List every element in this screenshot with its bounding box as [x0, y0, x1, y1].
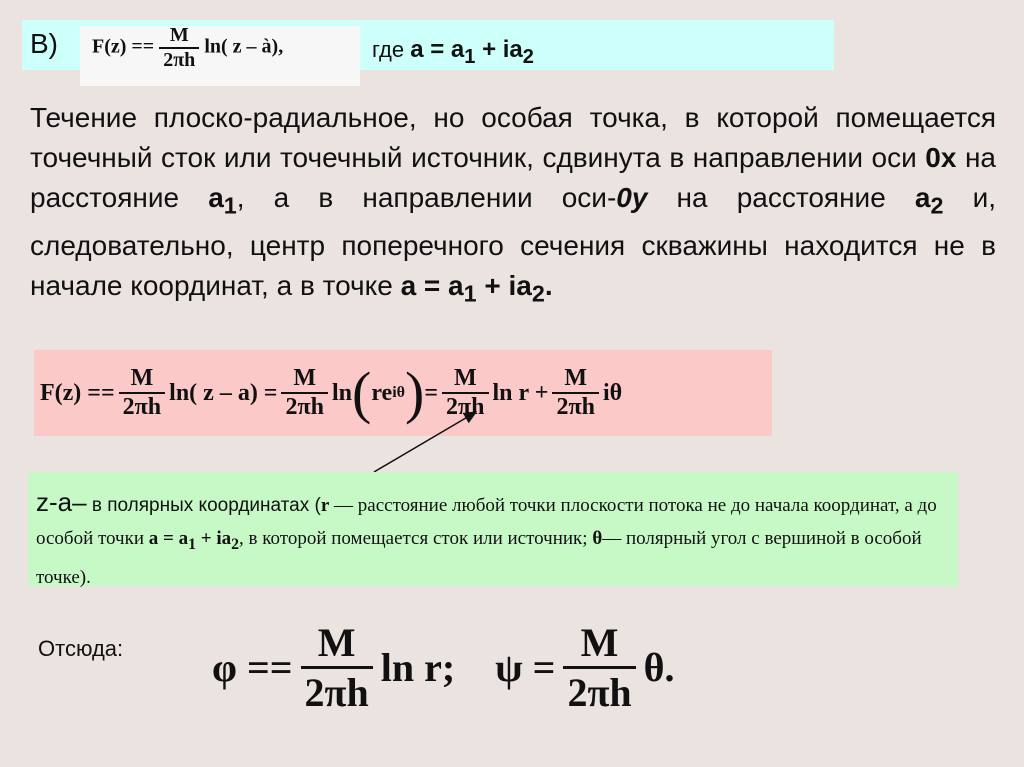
note-theta: θ [592, 528, 603, 549]
main-eq-den-4: 2πh [552, 392, 599, 421]
para-eq-plus: + ia [476, 269, 532, 301]
header-where-plus: + ia [475, 36, 523, 63]
note-r: r [320, 495, 330, 516]
para-oy: 0y [616, 182, 648, 213]
para-text-5: и, следовательно, центр поперечного сечения скважины находится не в начале координат, а в точке [30, 182, 997, 301]
phi-numerator: M [317, 619, 356, 665]
note-text-2: — расстояние любой точки плоскости потока не до начала координат, а до особой точки [36, 495, 937, 549]
para-a1-sub: 1 [223, 192, 237, 219]
main-eq-num-2: M [293, 365, 317, 391]
main-eq-lhs: F(z) == [40, 379, 115, 406]
phi-fraction [301, 619, 373, 716]
para-eq-end: . [544, 269, 553, 301]
para-eq-sub1: 1 [463, 280, 477, 307]
main-eq-ln: ln [331, 379, 352, 406]
phi-lhs: φ == [212, 644, 293, 690]
phi-denominator: 2πh [301, 666, 373, 716]
description-paragraph [30, 98, 996, 313]
main-eq-part-1: ln( z – a) = [169, 379, 278, 406]
main-eq-den-3: 2πh [442, 392, 489, 421]
header-eq-denominator: 2πh [159, 47, 199, 72]
para-eq-a: a = a [400, 269, 464, 301]
header-eq-fraction [159, 24, 199, 72]
main-eq-fraction-4 [552, 365, 599, 421]
psi-lhs: ψ = [495, 644, 556, 690]
main-eq-num-3: M [453, 365, 477, 391]
psi-denominator: 2πh [563, 666, 635, 716]
para-text-2: на расстояние [30, 142, 996, 213]
main-eq-re: re [371, 379, 393, 406]
para-text-3: , а в направлении оси- [236, 182, 617, 213]
note-a-plus: + ia [196, 528, 232, 549]
main-eq-ln-r: ln r + [492, 379, 549, 406]
note-text [36, 486, 942, 594]
para-a2: a [914, 182, 931, 213]
note-text-1: в полярных координатах ( [86, 495, 321, 516]
main-eq-den-1: 2πh [119, 392, 166, 421]
main-eq-fraction-1 [119, 365, 166, 421]
main-eq-fraction-2 [281, 365, 328, 421]
header-where-a: a = a [410, 36, 465, 63]
para-text-1: Течение плоско-радиальное, но особая точка, в которой помещается точечный сток или точечный источник, сдвинута в направлении оси [30, 102, 996, 173]
main-eq-itheta: iθ [602, 379, 623, 406]
left-paren: ( [352, 360, 372, 425]
note-za: z-a– [36, 487, 87, 517]
phi-rhs: ln r; [380, 644, 456, 690]
header-eq-rhs: ln( z – à), [204, 35, 284, 58]
para-eq-sub2: 2 [531, 280, 545, 307]
main-eq-exp: iθ [392, 384, 405, 401]
pointer-arrow [360, 400, 500, 480]
note-a-sub1: 1 [188, 535, 197, 553]
psi-fraction [563, 619, 635, 716]
main-eq-equals: = [424, 379, 439, 406]
header-where-word: где [372, 37, 405, 62]
main-eq-num-4: M [564, 365, 588, 391]
header-where [372, 36, 534, 69]
main-equation [40, 356, 622, 430]
result-equations [212, 612, 675, 722]
case-label: В) [30, 28, 58, 59]
note-a: a = a [148, 528, 189, 549]
para-text-4: на расстояние [647, 182, 915, 213]
right-paren: ) [405, 360, 425, 425]
main-eq-den-2: 2πh [281, 392, 328, 421]
psi-rhs: θ. [643, 644, 675, 690]
psi-numerator: M [580, 619, 619, 665]
note-text-3: , в которой помещается сток или источник; [239, 528, 593, 549]
hence-label: Отсюда: [38, 636, 124, 661]
header-equation [92, 24, 283, 72]
note-text-4: — полярный угол с вершиной в особой точке). [36, 528, 922, 588]
para-a1: a [208, 182, 224, 213]
header-where-sub2: 2 [522, 45, 534, 68]
header-where-sub1: 1 [464, 45, 476, 68]
main-eq-num-1: M [130, 365, 154, 391]
header-eq-numerator: M [169, 24, 189, 46]
header-eq-lhs: F(z) == [92, 35, 155, 58]
note-a-sub2: 2 [231, 535, 240, 553]
para-ox: 0x [925, 142, 957, 173]
para-a2-sub: 2 [930, 192, 944, 219]
